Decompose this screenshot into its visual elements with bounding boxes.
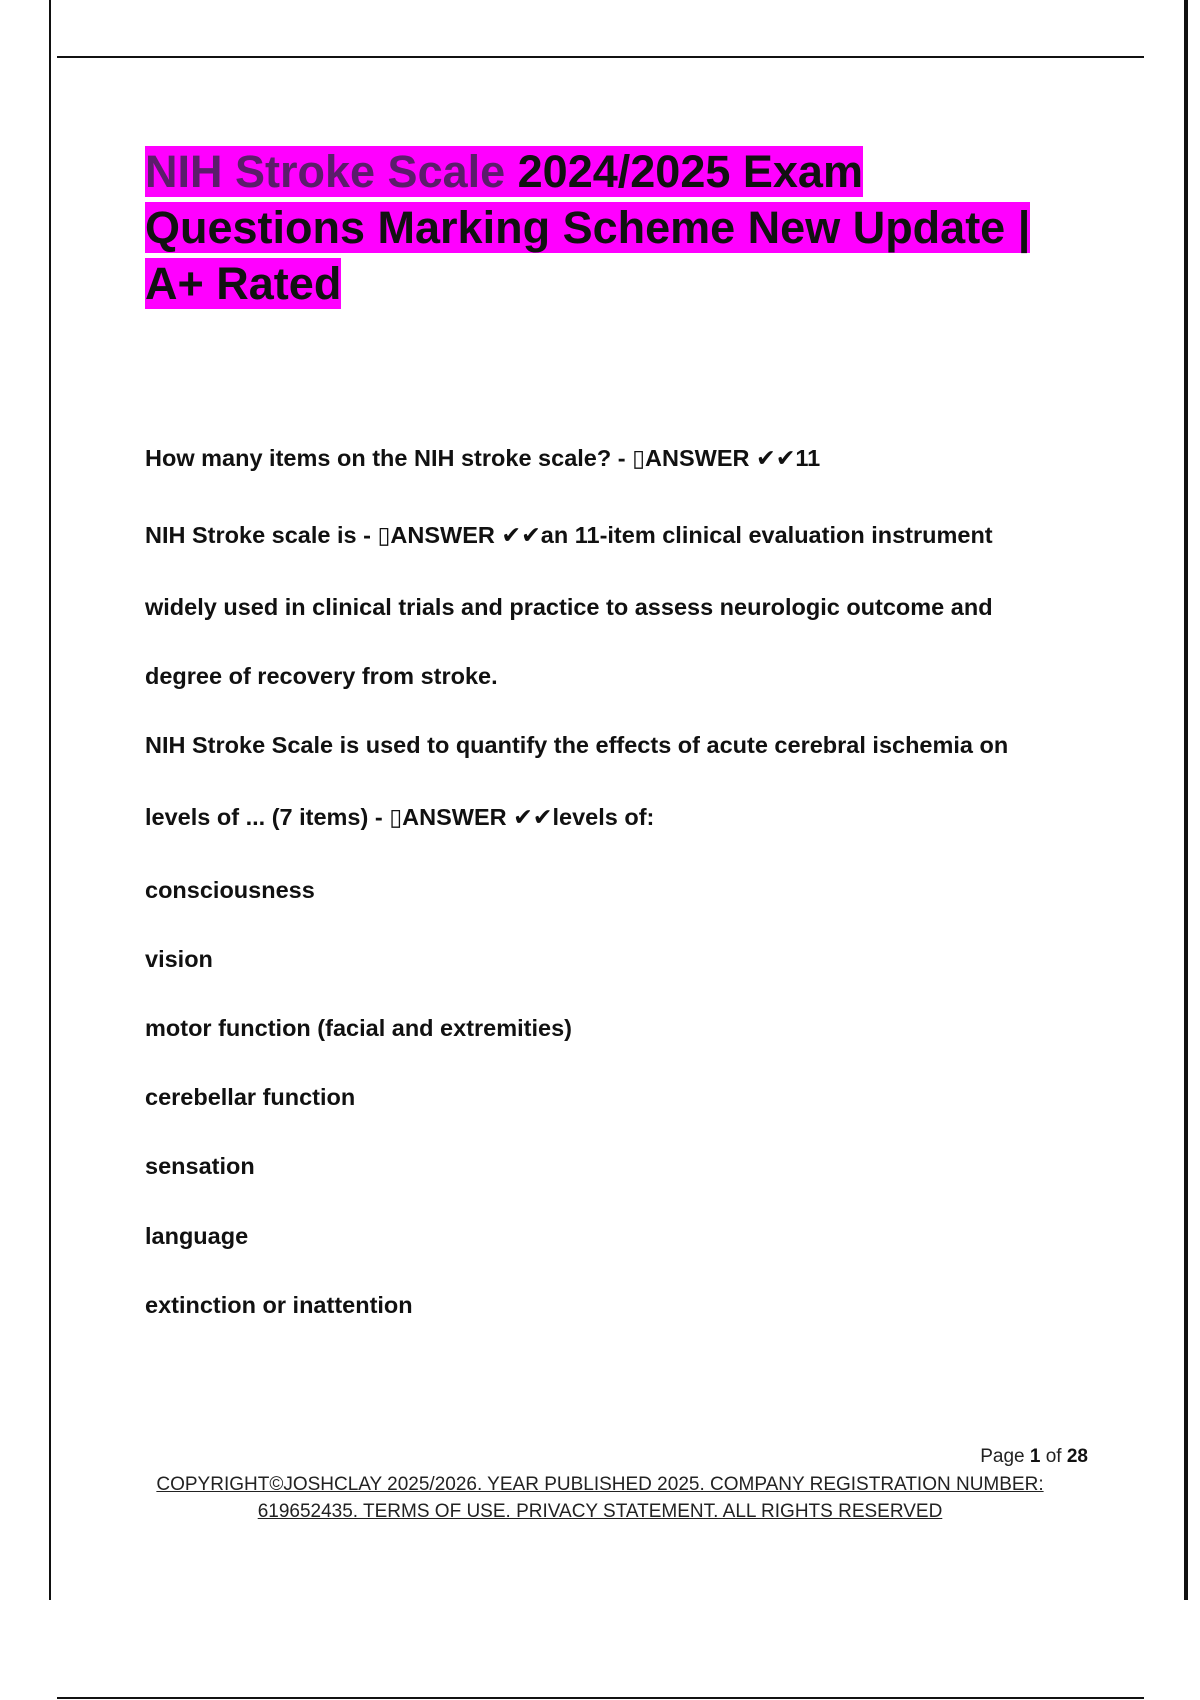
answer-line-3: widely used in clinical trials and practice to assess neurologic outcome and — [145, 594, 993, 620]
copyright-line-2: 619652435. TERMS OF USE. PRIVACY STATEMENT. ALL RIGHTS RESERVED — [257, 1501, 943, 1522]
page-current: 1 — [1029, 1446, 1041, 1467]
question-line-5: NIH Stroke Scale is used to quantify the effects of acute cerebral ischemia on — [145, 732, 1009, 758]
list-item-vision: vision — [145, 946, 213, 972]
list-item-extinction: extinction or inattention — [145, 1292, 413, 1318]
page-total: 28 — [1066, 1446, 1088, 1467]
page-right-border — [1184, 0, 1188, 1600]
document-title-subject: NIH Stroke Scale — [145, 146, 506, 197]
list-item-language: language — [145, 1223, 249, 1249]
list-item-consciousness: consciousness — [145, 877, 315, 903]
question-line-1: How many items on the NIH stroke scale? - ▯ANSWER ✔✔11 — [145, 445, 821, 471]
header-rule — [57, 56, 1144, 58]
question-line-2: NIH Stroke scale is - ▯ANSWER ✔✔an 11-item clinical evaluation instrument — [145, 522, 993, 548]
page-left-border — [49, 0, 51, 1600]
document-title-rest: 2024/2025 Exam Questions Marking Scheme New Update | A+ Rated — [145, 146, 1031, 309]
page-bottom-rule — [57, 1697, 1144, 1699]
answer-line-4: degree of recovery from stroke. — [145, 663, 498, 689]
question-line-6: levels of ... (7 items) - ▯ANSWER ✔✔levels of: — [145, 804, 655, 830]
list-item-sensation: sensation — [145, 1153, 255, 1179]
document-title — [145, 144, 1095, 312]
copyright-line-1: COPYRIGHT©JOSHCLAY 2025/2026. YEAR PUBLISHED 2025. COMPANY REGISTRATION NUMBER: — [156, 1474, 1044, 1495]
list-item-cerebellar-function: cerebellar function — [145, 1084, 356, 1110]
page-number: Page 1 of 28 — [980, 1446, 1088, 1467]
list-item-motor-function: motor function (facial and extremities) — [145, 1015, 572, 1041]
